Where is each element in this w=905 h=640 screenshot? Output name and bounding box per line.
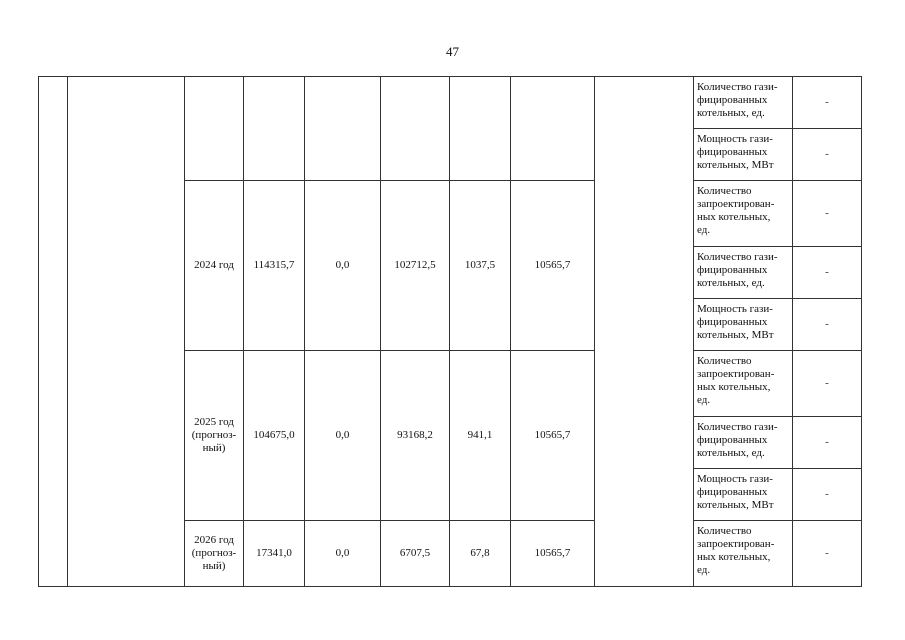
indicator-value: - — [793, 351, 862, 417]
indicator-value: - — [793, 247, 862, 299]
indicator-name: Количество запроектирован- ных котельных, ед. — [694, 181, 793, 247]
local-cell: 67,8 — [450, 521, 511, 587]
federal-cell: 0,0 — [305, 351, 381, 521]
indicator-value: - — [793, 77, 862, 129]
indicator-value: - — [793, 181, 862, 247]
indicator-name: Количество гази- фицированных котельных, ед. — [694, 247, 793, 299]
year-cell — [185, 77, 244, 181]
total-cell — [244, 77, 305, 181]
other-cell — [511, 77, 595, 181]
local-cell: 1037,5 — [450, 181, 511, 351]
regional-cell — [381, 77, 450, 181]
year-cell: 2026 год (прогноз- ный) — [185, 521, 244, 587]
indicator-name: Количество гази- фицированных котельных, ед. — [694, 77, 793, 129]
table-body — [39, 77, 862, 587]
indicator-value: - — [793, 299, 862, 351]
col-number-cell — [39, 77, 68, 587]
federal-cell — [305, 77, 381, 181]
indicator-name: Мощность гази- фицированных котельных, МВт — [694, 129, 793, 181]
total-cell: 17341,0 — [244, 521, 305, 587]
regional-cell: 102712,5 — [381, 181, 450, 351]
federal-cell: 0,0 — [305, 181, 381, 351]
indicator-value: - — [793, 521, 862, 587]
local-cell: 941,1 — [450, 351, 511, 521]
indicator-name: Мощность гази- фицированных котельных, МВт — [694, 299, 793, 351]
other-cell: 10565,7 — [511, 181, 595, 351]
col-name-cell — [68, 77, 185, 587]
other-cell: 10565,7 — [511, 351, 595, 521]
indicator-name: Количество запроектирован- ных котельных, ед. — [694, 521, 793, 587]
year-cell: 2025 год (прогноз- ный) — [185, 351, 244, 521]
indicator-value: - — [793, 417, 862, 469]
other-cell: 10565,7 — [511, 521, 595, 587]
indicator-value: - — [793, 469, 862, 521]
federal-cell: 0,0 — [305, 521, 381, 587]
year-cell: 2024 год — [185, 181, 244, 351]
indicator-name: Количество гази- фицированных котельных, ед. — [694, 417, 793, 469]
regional-cell: 6707,5 — [381, 521, 450, 587]
total-cell: 114315,7 — [244, 181, 305, 351]
program-table — [38, 76, 862, 587]
indicator-name: Мощность гази- фицированных котельных, МВт — [694, 469, 793, 521]
table-row — [39, 77, 862, 129]
executor-cell — [595, 77, 694, 587]
indicator-value: - — [793, 129, 862, 181]
local-cell — [450, 77, 511, 181]
total-cell: 104675,0 — [244, 351, 305, 521]
regional-cell: 93168,2 — [381, 351, 450, 521]
page-number: 47 — [446, 44, 459, 59]
indicator-name: Количество запроектирован- ных котельных, ед. — [694, 351, 793, 417]
